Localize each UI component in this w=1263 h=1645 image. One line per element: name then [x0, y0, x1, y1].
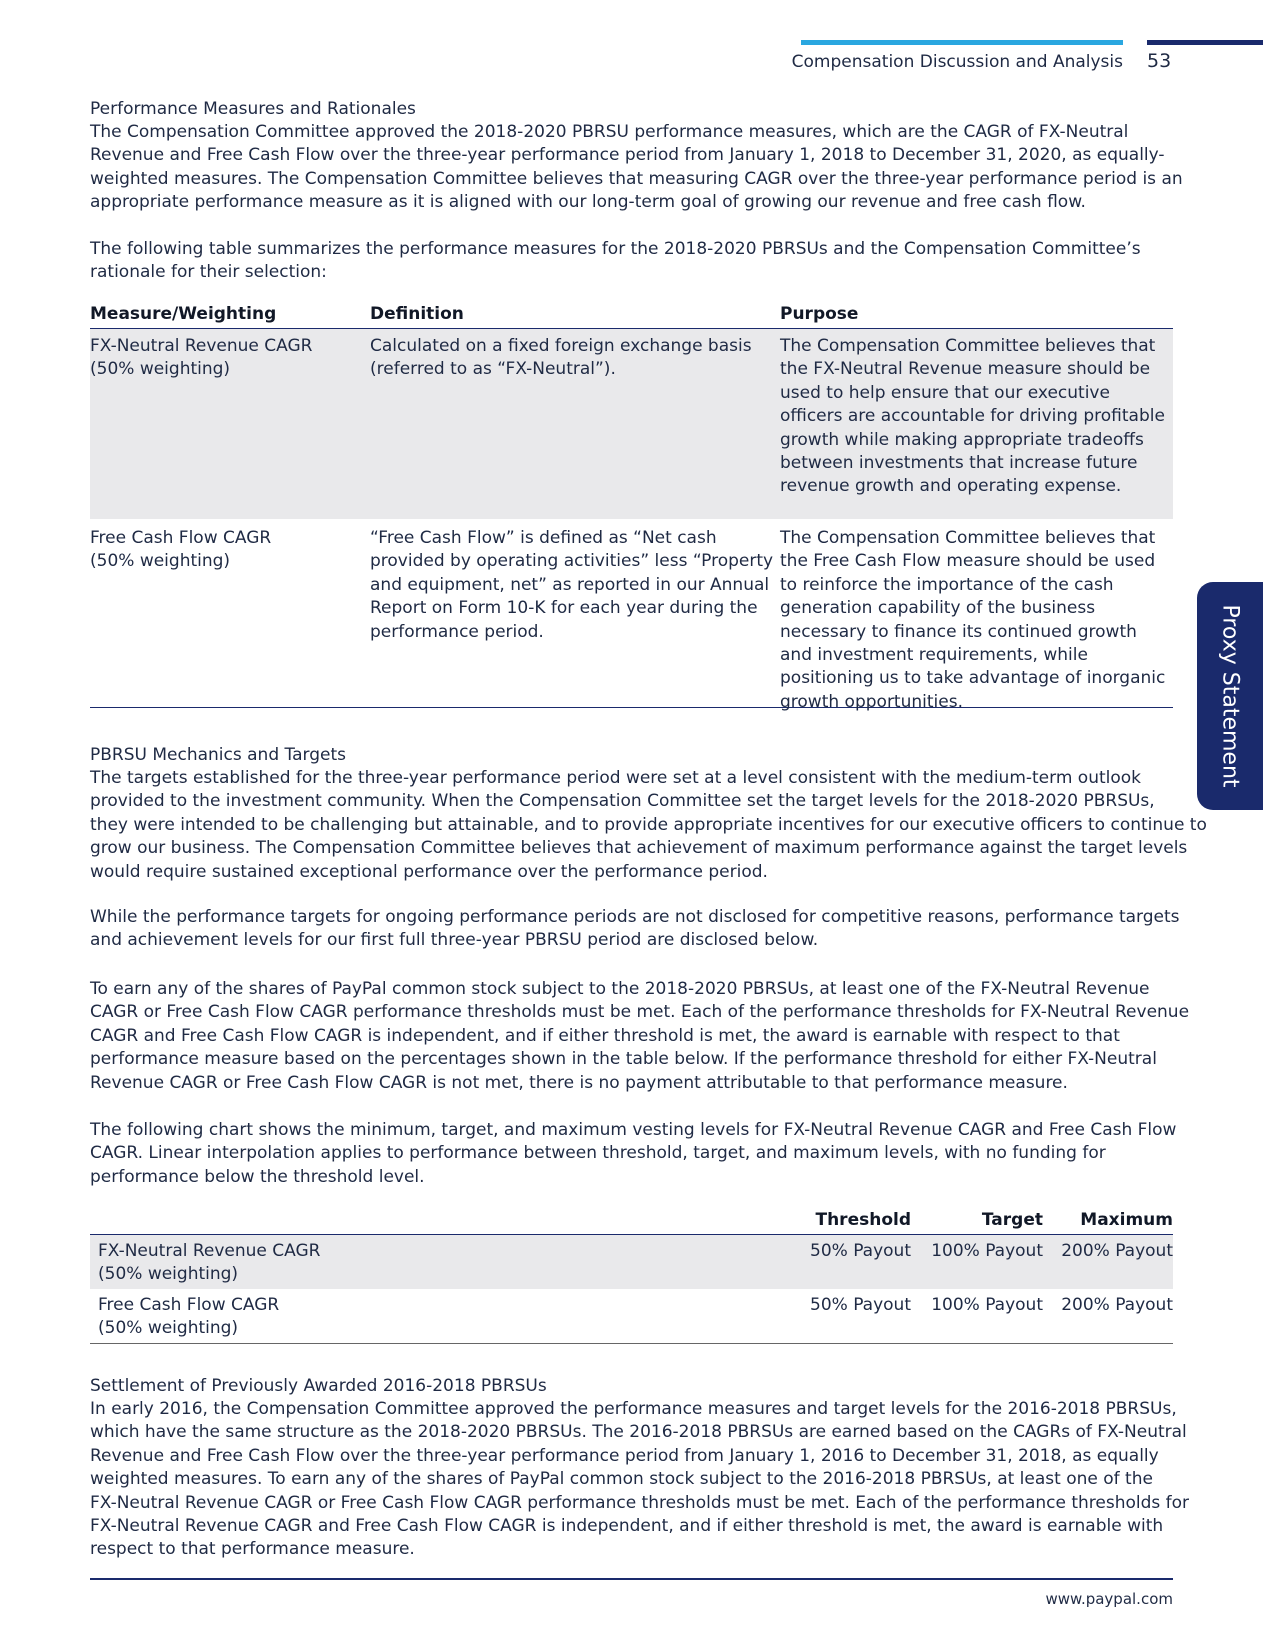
section-heading: PBRSU Mechanics and Targets	[90, 745, 346, 765]
definition-cell: “Free Cash Flow” is defined as “Net cash provided by operating activities” less “Property and equipment, net” as reported in our Annual Report on Form 10-K for each year during the performance period.	[370, 528, 774, 642]
proxy-statement-tab-label: Proxy Statement	[1217, 604, 1243, 788]
paragraph: In early 2016, the Compensation Committee approved the performance measures and target levels for the 2016-2018 PBRSUs, which have the same structure as the 2018-2020 PBRSUs. The 2016-2018 PBRSUs are earned based on the CAGRs of FX-Neutral Revenue and Free Cash Flow over the three-year performance period from January 1, 2016 to December 31, 2018, as equally weighted measures. To earn any of the shares of PayPal common stock subject to the 2016-2018 PBRSUs, at least one of the FX-Neutral Revenue CAGR or Free Cash Flow CAGR performance thresholds must be met. Each of the performance thresholds for FX-Neutral Revenue CAGR and Free Cash Flow CAGR is independent, and if either threshold is met, the award is earnable with respect to that performance measure.	[90, 1399, 1190, 1560]
mechanics-section	[90, 744, 1207, 884]
maximum-value: 200% Payout	[1061, 1295, 1173, 1315]
disclosure-paragraph: While the performance targets for ongoing performance periods are not disclosed for competitive reasons, performance targets and achievement levels for our first full three-year PBRSU period are disclosed below.	[90, 907, 1180, 951]
page-number: 53	[1147, 50, 1172, 72]
header-definition: Definition	[370, 304, 464, 324]
vesting-levels-table	[90, 1210, 1173, 1344]
table-row	[90, 329, 1173, 519]
header-threshold: Threshold	[815, 1210, 911, 1230]
chart-intro-paragraph: The following chart shows the minimum, target, and maximum vesting levels for FX-Neutral Revenue CAGR and Free Cash Flow CAGR. Linear interpolation applies to performance between threshold, target, and maximum levels, with no funding for performance below the threshold level.	[90, 1120, 1177, 1187]
purpose-cell: The Compensation Committee believes that the FX-Neutral Revenue measure should be used to help ensure that our executive officers are accountable for driving profitable growth while making appropriate tradeoffs between investments that increase future revenue growth and operating expense.	[780, 336, 1165, 497]
paragraph: The Compensation Committee approved the 2018-2020 PBRSU performance measures, which are the CAGR of FX-Neutral Revenue and Free Cash Flow over the three-year performance period from January 1, 2018 to December 31, 2020, as equally- weighted measures. The Compensation Committee believes that measuring CAGR over the three-year performance period is an appropriate performance measure as it is aligned with our long-term goal of growing our revenue and free cash flow.	[90, 122, 1183, 213]
table-header-row	[90, 304, 1173, 329]
table-row	[90, 1235, 1173, 1289]
threshold-value: 50% Payout	[810, 1295, 911, 1315]
header-accent-rule	[801, 40, 1123, 45]
maximum-value: 200% Payout	[1061, 1241, 1173, 1261]
purpose-cell: The Compensation Committee believes that the Free Cash Flow measure should be used to reinforce the importance of the cash generation capability of the business necessary to finance its continued growth and investment requirements, while positioning us to take advantage of inorganic growth opportunities.	[780, 528, 1166, 712]
proxy-statement-tab[interactable]	[1197, 582, 1263, 810]
measure-cell: Free Cash Flow CAGR (50% weighting)	[90, 528, 272, 572]
performance-measures-section	[90, 98, 1183, 215]
paragraph: The targets established for the three-year performance period were set at a level consistent with the medium-term outlook provided to the investment community. When the Compensation Committee set the target levels for the 2018-2020 PBRSUs, they were intended to be challenging but attainable, and to provide appropriate incentives for our executive officers to continue to grow our business. The Compensation Committee believes that achievement of maximum performance against the target levels would require sustained exceptional performance over the performance period.	[90, 768, 1207, 882]
earn-paragraph: To earn any of the shares of PayPal common stock subject to the 2018-2020 PBRSUs, at least one of the FX-Neutral Revenue CAGR or Free Cash Flow CAGR performance thresholds must be met. Each of the performance thresholds for FX-Neutral Revenue CAGR and Free Cash Flow CAGR is independent, and if either threshold is met, the award is earnable with respect to that performance measure based on the percentages shown in the table below. If the performance threshold for either FX-Neutral Revenue CAGR or Free Cash Flow CAGR is not met, there is no payment attributable to that performance measure.	[90, 979, 1190, 1093]
header-maximum: Maximum	[1080, 1210, 1173, 1230]
target-value: 100% Payout	[931, 1241, 1043, 1261]
footer-url-link[interactable]: www.paypal.com	[1045, 1590, 1173, 1608]
target-value: 100% Payout	[931, 1295, 1043, 1315]
header-target: Target	[981, 1210, 1043, 1230]
table-intro-paragraph: The following table summarizes the performance measures for the 2018-2020 PBRSUs and the Compensation Committee’s rationale for their selection:	[90, 239, 1141, 283]
section-heading: Performance Measures and Rationales	[90, 99, 416, 119]
measures-table	[90, 304, 1173, 712]
footer-rule	[90, 1578, 1173, 1580]
header-navy-rule	[1147, 40, 1263, 45]
table-row	[90, 519, 1173, 712]
settlement-section	[90, 1375, 1190, 1562]
header-section-title: Compensation Discussion and Analysis	[791, 52, 1123, 72]
definition-cell: Calculated on a fixed foreign exchange basis (referred to as “FX-Neutral”).	[370, 336, 752, 380]
threshold-value: 50% Payout	[810, 1241, 911, 1261]
measure-cell: FX-Neutral Revenue CAGR (50% weighting)	[90, 336, 313, 380]
header-measure: Measure/Weighting	[90, 304, 277, 324]
row-label: FX-Neutral Revenue CAGR (50% weighting)	[98, 1241, 321, 1285]
section-heading: Settlement of Previously Awarded 2016-2018 PBRSUs	[90, 1376, 547, 1396]
row-label: Free Cash Flow CAGR (50% weighting)	[98, 1295, 280, 1339]
header-purpose: Purpose	[780, 304, 859, 324]
table-header-row	[90, 1210, 1173, 1235]
table-row	[90, 1289, 1173, 1344]
